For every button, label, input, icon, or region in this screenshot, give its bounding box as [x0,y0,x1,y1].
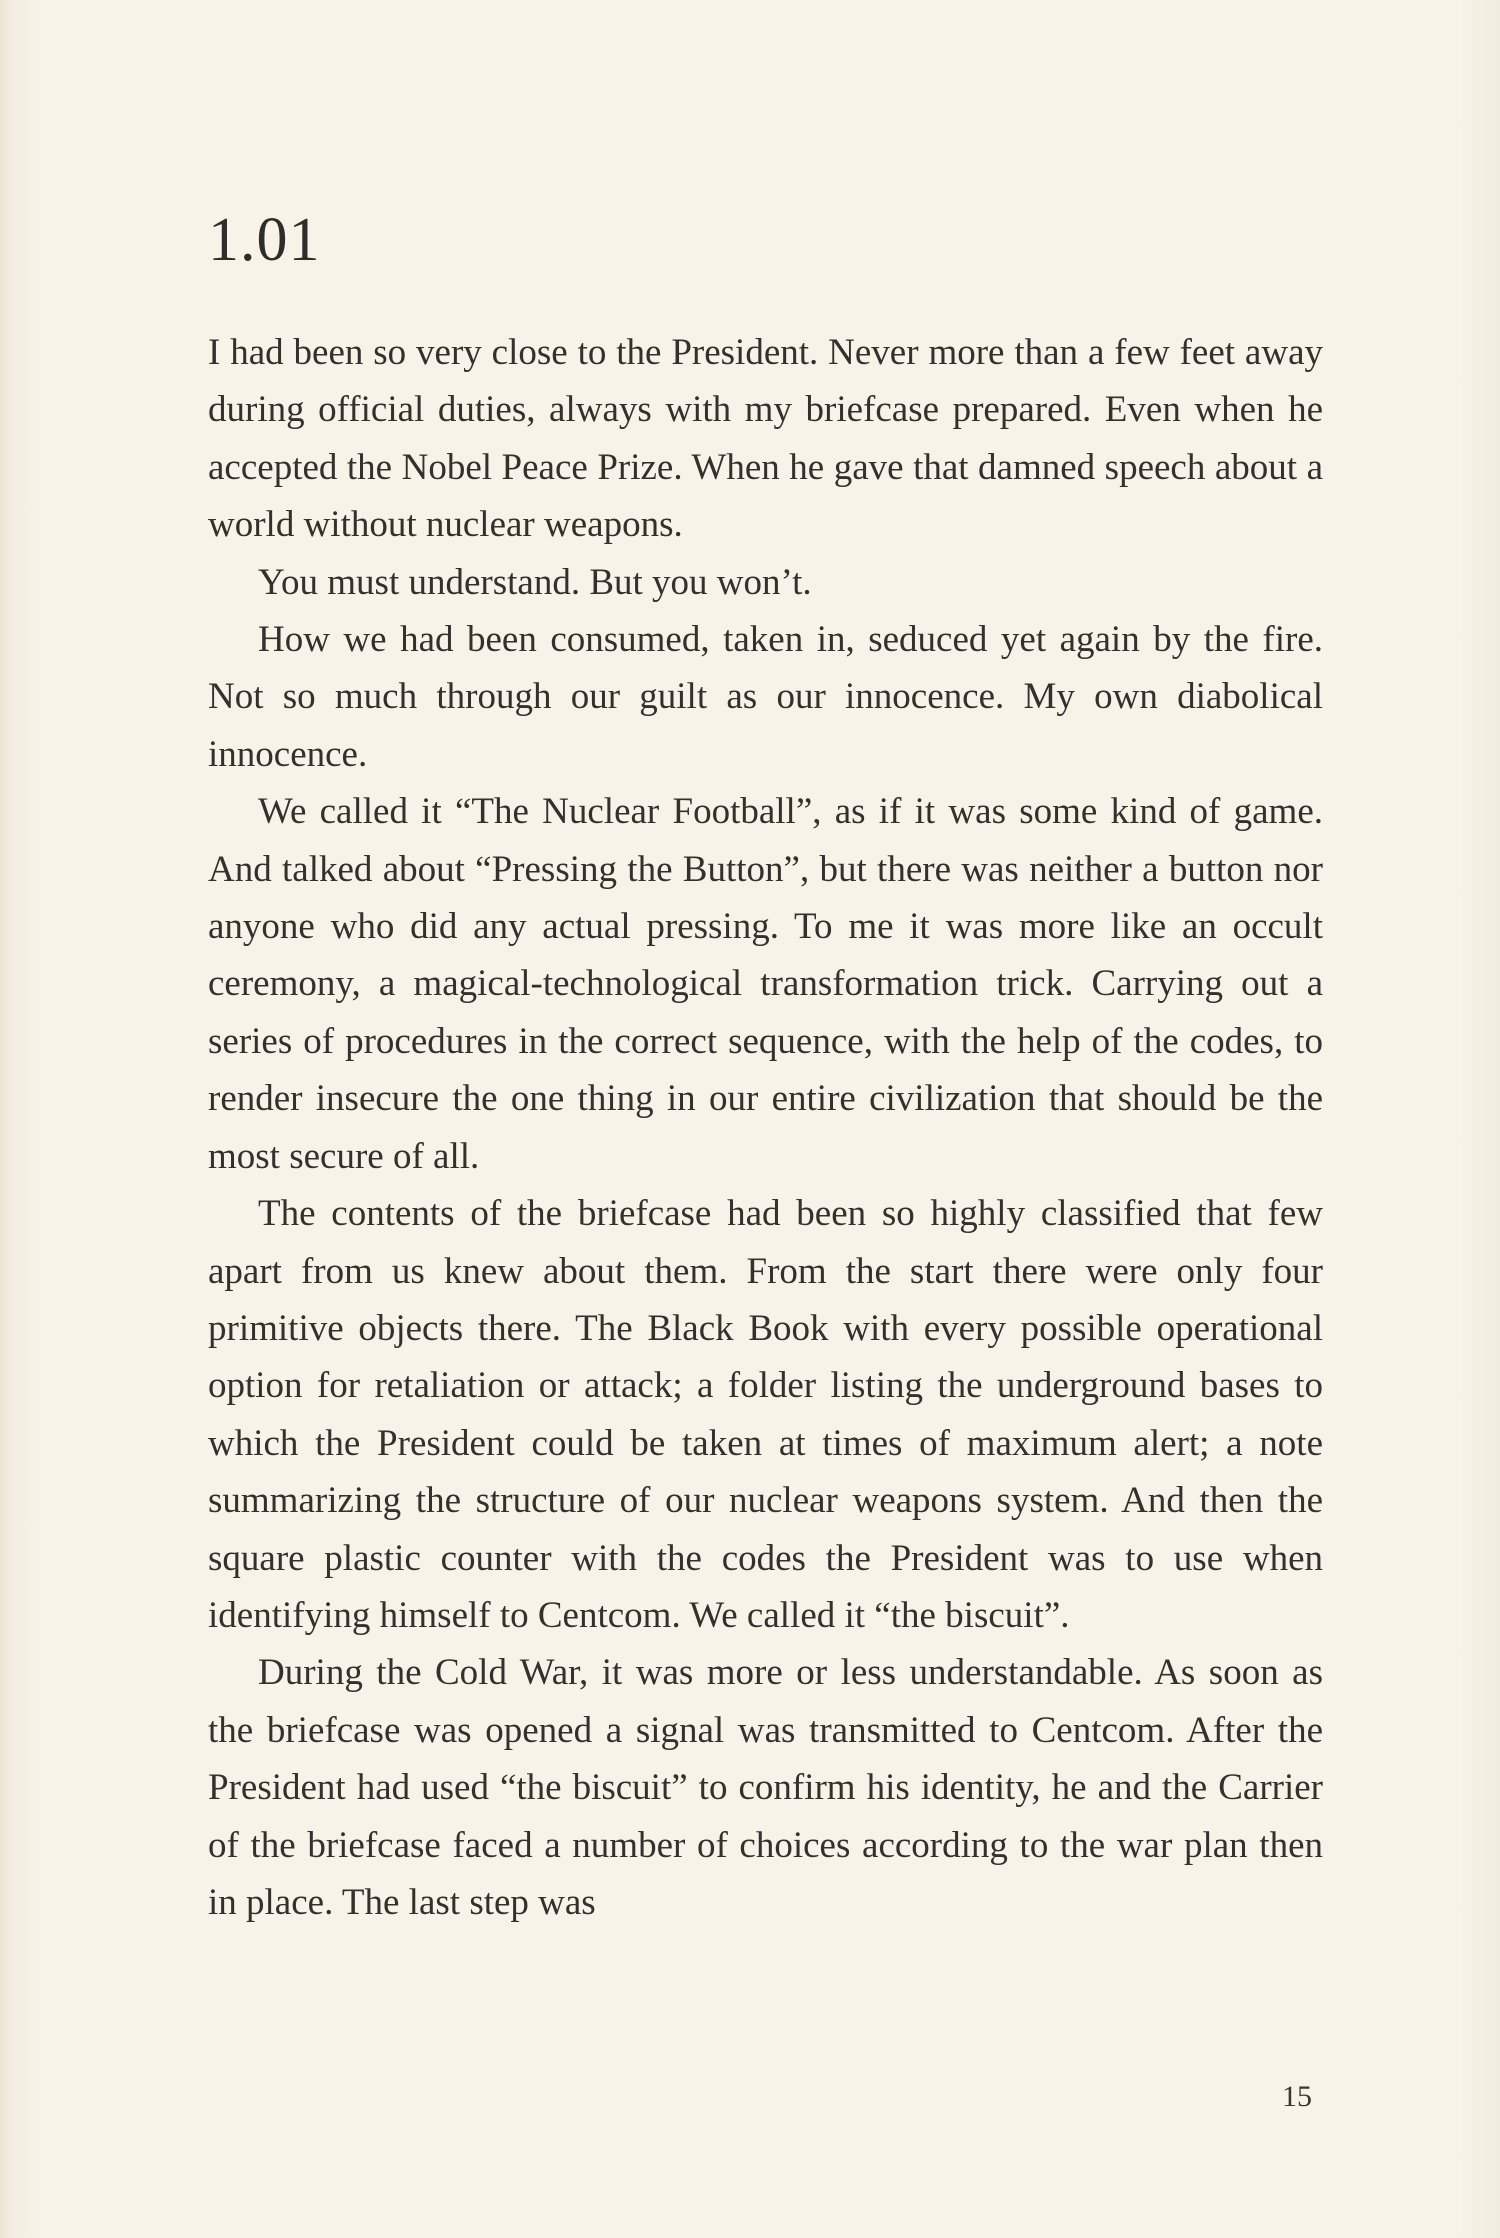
paragraph: The contents of the briefcase had been so highly classified that few apart from us knew about them. From the start there were only four primitive objects there. The Black Book with every possible operational option for retaliation or attack; a folder listing the underground bases to which the President could be taken at times of maximum alert; a note summarizing the structure of our nuclear weapons system. And then the square plastic counter with the codes the President was to use when identifying himself to Centcom. We called it “the biscuit”. [208,1193,1323,1636]
paragraph: During the Cold War, it was more or less understandable. As soon as the briefcase was opened a signal was transmitted to Centcom. After the President had used “the biscuit” to confirm his identity, he and the Carrier of the briefcase faced a number of choices according to the war plan then in place. The last step was [208,1652,1323,1923]
paragraph: We called it “The Nuclear Football”, as if it was some kind of game. And talked about “Pressing the Button”, but there was neither a button nor anyone who did any actual pressing. To me it was more like an occult ceremony, a magical-technological transformation trick. Carrying out a series of procedures in the correct sequence, with the help of the codes, to render insecure the one thing in our entire civilization that should be the most secure of all. [208,791,1323,1177]
page-number: 15 [1282,2080,1312,2113]
body-text [208,324,1323,1931]
paragraph: I had been so very close to the President. Never more than a few feet away during official duties, always with my briefcase prepared. Even when he accepted the Nobel Peace Prize. When he gave that damned speech about a world without nuclear weapons. [208,332,1323,546]
chapter-number: 1.01 [208,206,321,274]
paragraph: You must understand. But you won’t. [258,561,812,603]
paragraph: How we had been consumed, taken in, seduced yet again by the fire. Not so much through our guilt as our innocence. My own diabolical innocence. [208,619,1323,775]
